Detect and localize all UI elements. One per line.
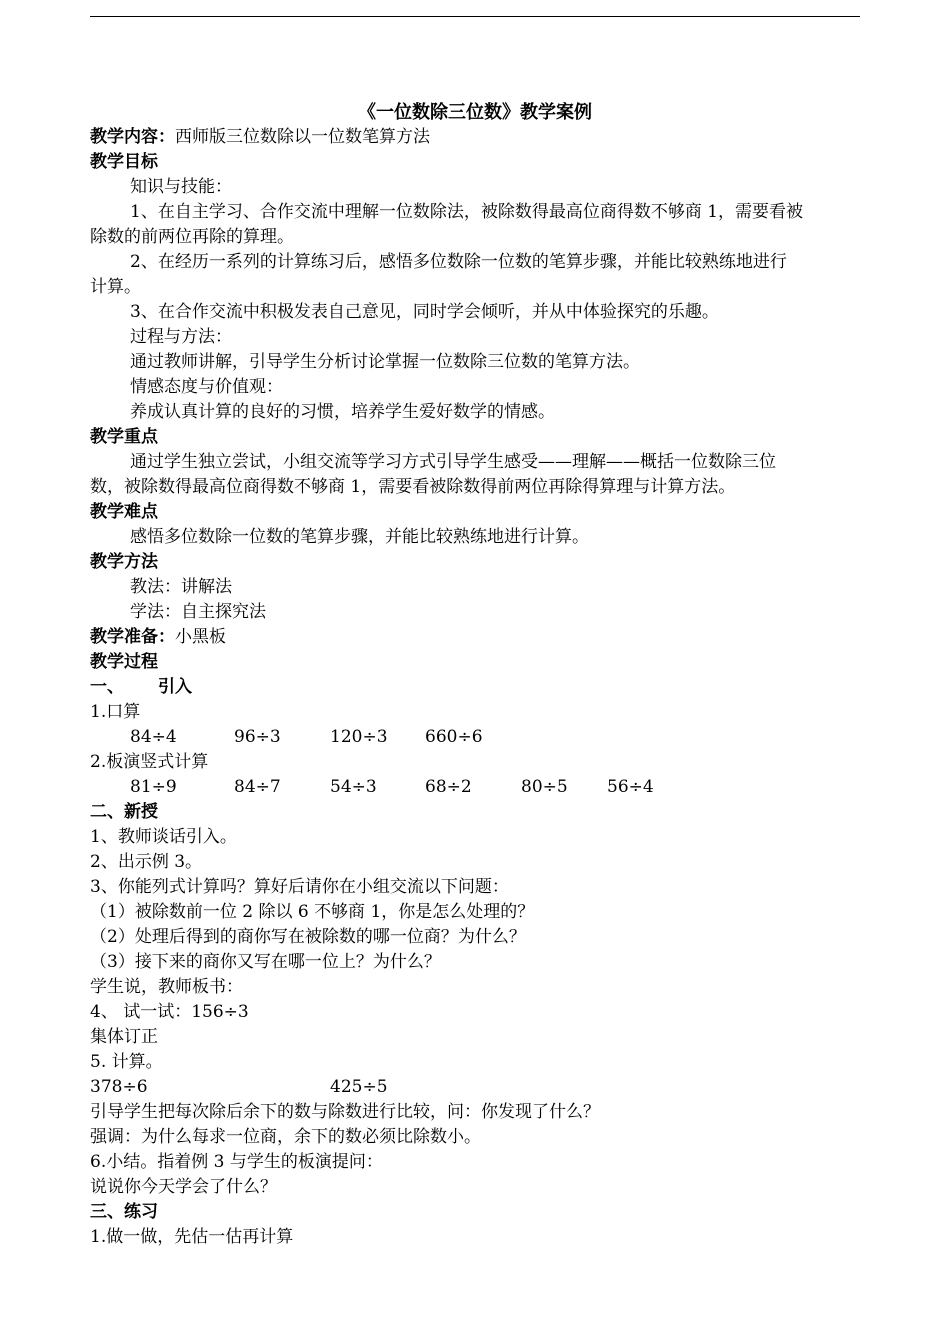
board-item: 80÷5 — [521, 777, 568, 797]
summary-question: 说说你今天学会了什么？ — [90, 1177, 277, 1197]
prep-text: 小黑板 — [175, 627, 226, 647]
emotion-text: 养成认真计算的良好的习惯，培养学生爱好数学的情感。 — [130, 402, 555, 422]
new-step-4: 4、 试一试：156÷3 — [90, 1002, 249, 1022]
board-item: 84÷7 — [234, 777, 281, 797]
process-heading: 教学过程 — [90, 652, 158, 672]
section-2-heading: 二、新授 — [90, 802, 158, 822]
guide-text: 引导学生把每次除后余下的数与除数进行比较，问：你发现了什么？ — [90, 1102, 600, 1122]
new-step-3: 3、你能列式计算吗？算好后请你在小组交流以下问题： — [90, 877, 509, 897]
method-learn: 学法：自主探究法 — [130, 602, 266, 622]
method-teach: 教法：讲解法 — [130, 577, 232, 597]
practice-1: 1.做一做，先估一估再计算 — [90, 1227, 294, 1247]
section-1-number: 一、 — [90, 677, 124, 697]
content-line — [90, 125, 870, 150]
board-item: 68÷2 — [425, 777, 472, 797]
calc-row — [0, 1075, 950, 1100]
difficulty-text: 感悟多位数除一位数的笔算步骤，并能比较熟练地进行计算。 — [130, 527, 589, 547]
goal-k2-line1: 2、在经历一系列的计算练习后，感悟多位数除一位数的笔算步骤，并能比较熟练地进行 — [130, 252, 787, 272]
calc-item: 425÷5 — [330, 1077, 388, 1097]
goal-k1-line1: 1、在自主学习、合作交流中理解一位数除法，被除数得最高位商得数不够商 1，需要看被 — [130, 202, 804, 222]
focus-text-line2: 数，被除数得最高位商得数不够商 1，需要看被除数得前两位再除得算理与计算方法。 — [90, 477, 736, 497]
board-item: 56÷4 — [607, 777, 654, 797]
oral-label: 1.口算 — [90, 702, 141, 722]
content-label: 教学内容： — [90, 127, 175, 147]
method-heading: 教学方法 — [90, 552, 158, 572]
question-1: （1）被除数前一位 2 除以 6 不够商 1，你是怎么处理的？ — [90, 902, 535, 922]
question-2: （2）处理后得到的商你写在被除数的哪一位商？为什么？ — [90, 927, 526, 947]
new-step-5: 5. 计算。 — [90, 1052, 163, 1072]
oral-row — [0, 725, 950, 750]
header-rule — [90, 16, 860, 17]
new-step-2: 2、出示例 3。 — [90, 852, 203, 872]
goal-k1-line2: 除数的前两位再除的算理。 — [90, 227, 294, 247]
goal-k3: 3、在合作交流中积极发表自己意见，同时学会倾听，并从中体验探究的乐趣。 — [130, 302, 719, 322]
oral-item: 96÷3 — [234, 727, 281, 747]
focus-heading: 教学重点 — [90, 427, 158, 447]
question-3: （3）接下来的商你又写在哪一位上？为什么？ — [90, 952, 441, 972]
document-title: 《一位数除三位数》教学案例 — [358, 102, 592, 123]
new-step-6: 6.小结。指着例 3 与学生的板演提问： — [90, 1152, 383, 1172]
section-3-heading: 三、练习 — [90, 1202, 158, 1222]
goals-heading: 教学目标 — [90, 152, 158, 172]
focus-text-line1: 通过学生独立尝试，小组交流等学习方式引导学生感受——理解——概括一位数除三位 — [130, 452, 776, 472]
oral-item: 120÷3 — [330, 727, 388, 747]
emotion-label: 情感态度与价值观： — [130, 377, 283, 397]
collective-correction: 集体订正 — [90, 1027, 158, 1047]
section-1-title: 引入 — [158, 677, 192, 697]
prep-line — [90, 625, 870, 650]
stress-text: 强调：为什么每求一位商，余下的数必须比除数小。 — [90, 1127, 481, 1147]
oral-item: 660÷6 — [425, 727, 483, 747]
process-method-text: 通过教师讲解，引导学生分析讨论掌握一位数除三位数的笔算方法。 — [130, 352, 640, 372]
board-row — [0, 775, 950, 800]
new-step-1: 1、教师谈话引入。 — [90, 827, 237, 847]
difficulty-heading: 教学难点 — [90, 502, 158, 522]
knowledge-label: 知识与技能： — [130, 177, 232, 197]
students-say: 学生说，教师板书： — [90, 977, 243, 997]
prep-label: 教学准备： — [90, 627, 175, 647]
board-item: 54÷3 — [330, 777, 377, 797]
board-label: 2.板演竖式计算 — [90, 752, 209, 772]
content-text: 西师版三位数除以一位数笔算方法 — [175, 127, 430, 147]
process-method-label: 过程与方法： — [130, 327, 232, 347]
section-1-heading — [90, 675, 870, 700]
goal-k2-line2: 计算。 — [90, 277, 141, 297]
calc-item: 378÷6 — [90, 1077, 148, 1097]
board-item: 81÷9 — [130, 777, 177, 797]
oral-item: 84÷4 — [130, 727, 177, 747]
